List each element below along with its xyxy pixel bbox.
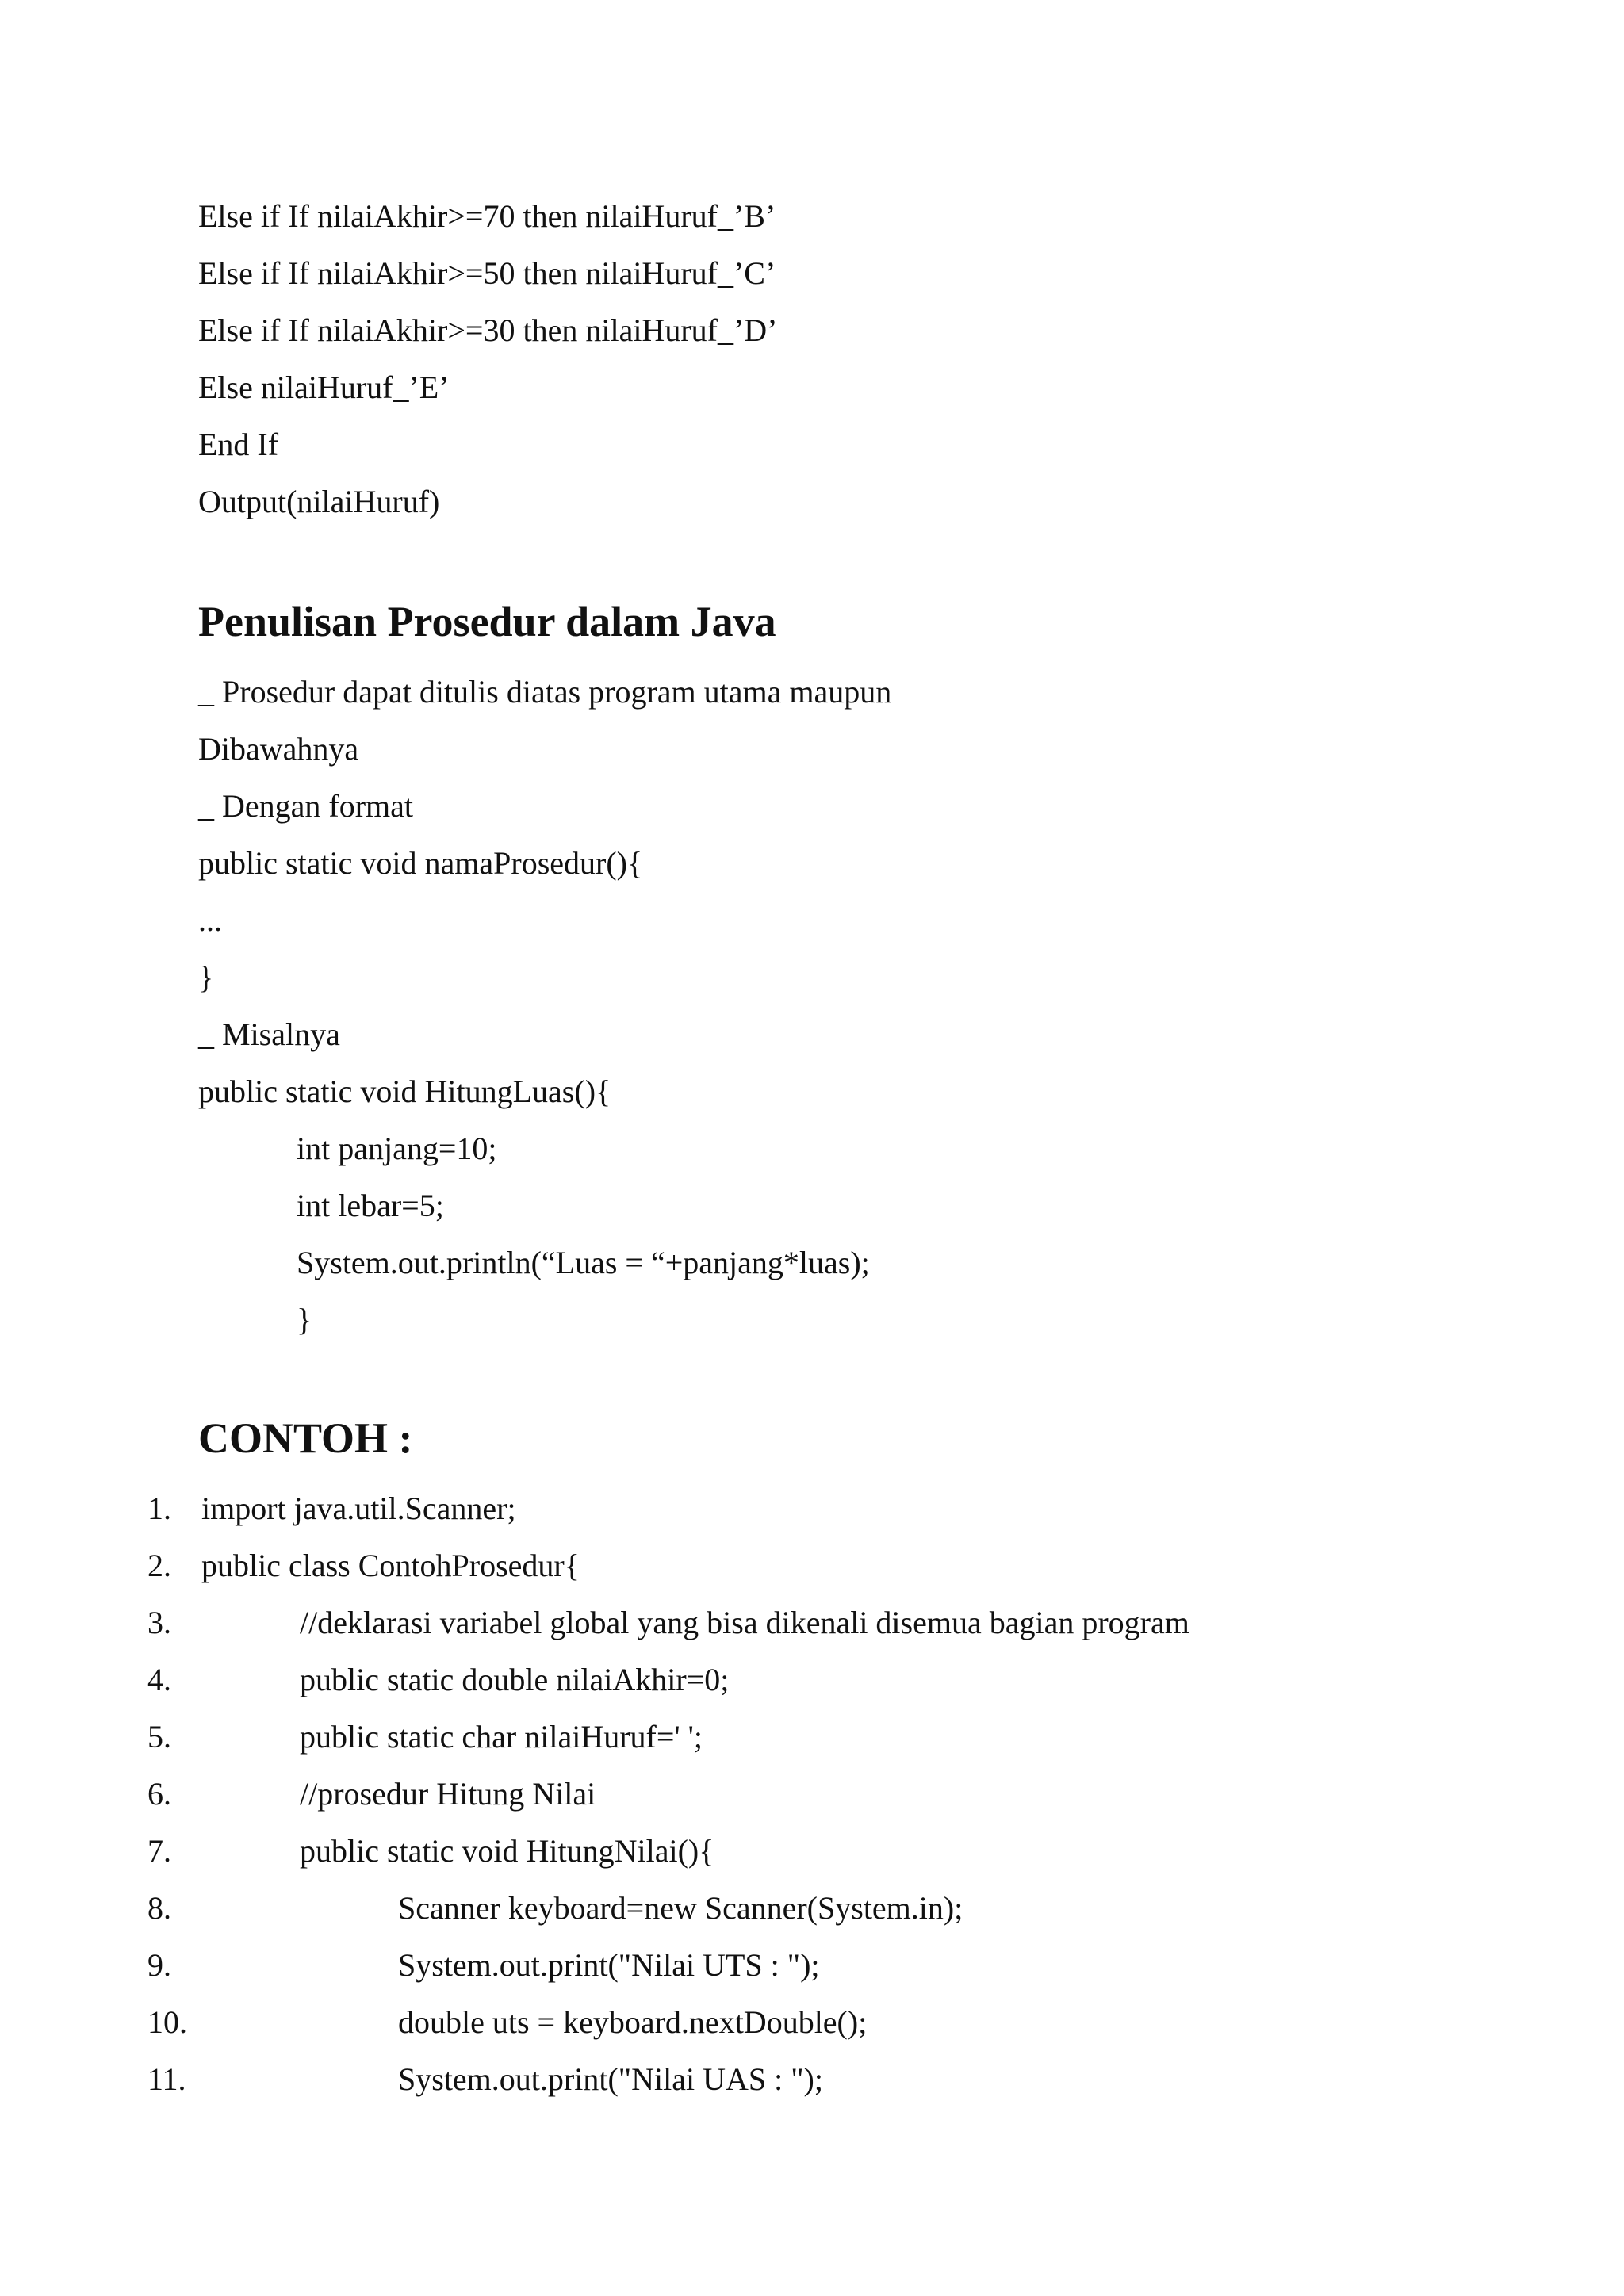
code-line: System.out.println(“Luas = “+panjang*luas); (297, 1245, 870, 1280)
code-line: } (297, 1302, 312, 1337)
line-number: 9. (147, 1947, 171, 1983)
line-number: 10. (147, 2004, 187, 2040)
line-number: 4. (147, 1662, 171, 1697)
code-line: public static void HitungNilai(){ (300, 1833, 714, 1869)
text-line: _ Prosedur dapat ditulis diatas program utama maupun (198, 674, 892, 710)
line-number: 11. (147, 2061, 186, 2097)
code-line: public static double nilaiAkhir=0; (300, 1662, 730, 1697)
code-line: System.out.print("Nilai UTS : "); (398, 1947, 820, 1983)
code-line: public class ContohProsedur{ (201, 1548, 580, 1583)
text-line: _ Misalnya (198, 1016, 340, 1052)
pseudo-line: Else if If nilaiAkhir>=30 then nilaiHuruf_’D’ (198, 312, 778, 348)
section-heading-contoh: CONTOH : (198, 1414, 413, 1462)
code-line: int panjang=10; (297, 1131, 497, 1166)
section-heading-java-procedure: Penulisan Prosedur dalam Java (198, 598, 776, 645)
code-line: Scanner keyboard=new Scanner(System.in); (398, 1890, 963, 1926)
code-line: System.out.print("Nilai UAS : "); (398, 2061, 823, 2097)
line-number: 7. (147, 1833, 171, 1869)
pseudo-line: Else if If nilaiAkhir>=70 then nilaiHuruf_’B’ (198, 198, 776, 234)
line-number: 3. (147, 1605, 171, 1640)
code-line: public static void namaProsedur(){ (198, 845, 643, 881)
code-line: double uts = keyboard.nextDouble(); (398, 2004, 868, 2040)
code-line: public static void HitungLuas(){ (198, 1073, 611, 1109)
code-comment: //prosedur Hitung Nilai (300, 1776, 596, 1812)
pseudo-line: End If (198, 427, 279, 462)
code-line: import java.util.Scanner; (201, 1490, 516, 1526)
text-line: _ Dengan format (198, 788, 414, 824)
code-comment: //deklarasi variabel global yang bisa dikenali disemua bagian program (300, 1605, 1189, 1640)
line-number: 1. (147, 1490, 171, 1526)
pseudo-line: Else if If nilaiAkhir>=50 then nilaiHuruf_’C’ (198, 255, 776, 291)
code-line: public static char nilaiHuruf=' '; (300, 1719, 703, 1755)
code-line: } (198, 959, 214, 995)
code-line: ... (198, 902, 222, 938)
pseudo-line: Else nilaiHuruf_’E’ (198, 369, 450, 405)
line-number: 6. (147, 1776, 171, 1812)
pseudo-line: Output(nilaiHuruf) (198, 484, 440, 519)
line-number: 2. (147, 1548, 171, 1583)
line-number: 8. (147, 1890, 171, 1926)
text-line: Dibawahnya (198, 731, 359, 767)
code-line: int lebar=5; (297, 1188, 444, 1223)
line-number: 5. (147, 1719, 171, 1755)
